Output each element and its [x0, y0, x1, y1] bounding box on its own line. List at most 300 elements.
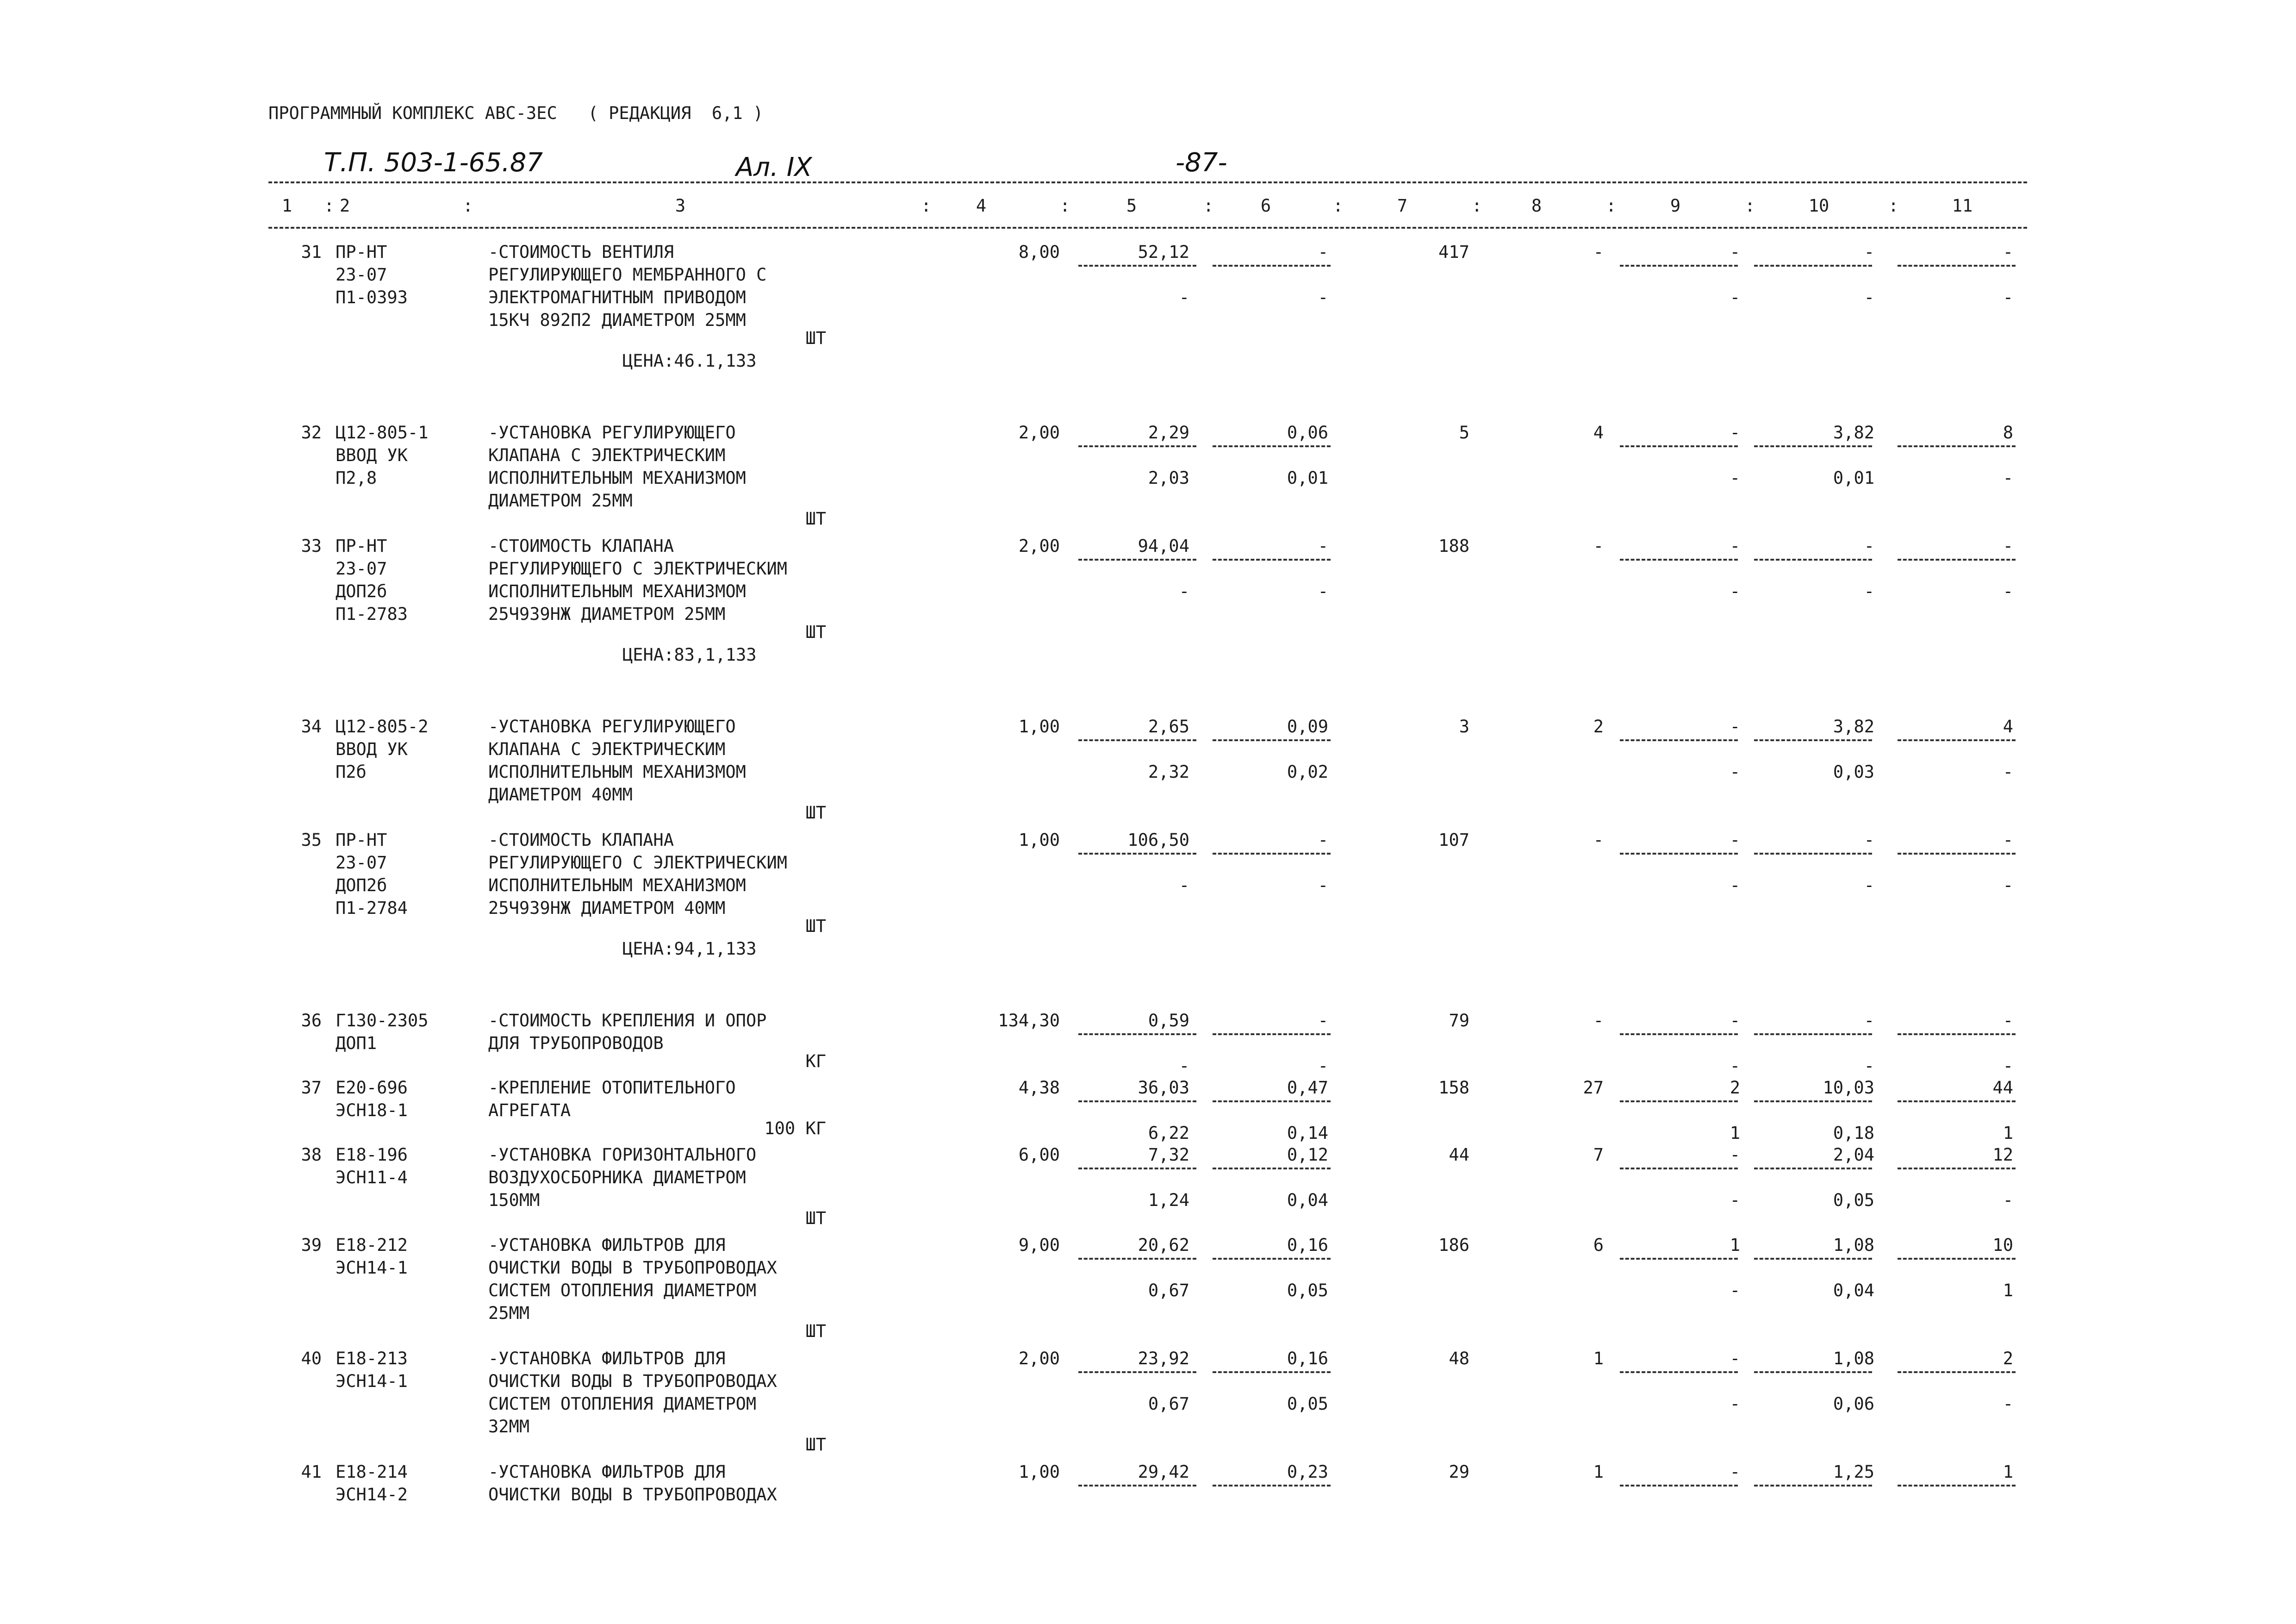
row-divider: [1898, 1100, 2016, 1102]
row-description: -УСТАНОВКА ФИЛЬТРОВ ДЛЯ: [488, 1462, 726, 1482]
row-divider: [1078, 1168, 1196, 1169]
row-col10: 10,03: [1823, 1078, 1874, 1098]
row-col5-sub: -: [1179, 581, 1189, 601]
row-col6: 0,06: [1287, 423, 1328, 443]
row-divider: [1898, 1485, 2016, 1487]
row-code: ДОП1: [336, 1033, 377, 1053]
row-quantity: 9,00: [1018, 1235, 1060, 1255]
row-col9: -: [1730, 1349, 1740, 1368]
row-description: -УСТАНОВКА ФИЛЬТРОВ ДЛЯ: [488, 1349, 726, 1368]
row-code: П1-2783: [336, 604, 408, 624]
row-divider: [1213, 739, 1331, 741]
row-col5: 106,50: [1127, 830, 1189, 850]
row-code: ПР-НТ: [336, 830, 387, 850]
column-number: 1: [281, 196, 292, 216]
row-col11-sub: -: [2003, 581, 2013, 601]
row-quantity: 2,00: [1018, 423, 1060, 443]
row-col5-sub: 2,03: [1148, 468, 1189, 488]
row-col5-sub: 2,32: [1148, 762, 1189, 782]
row-divider: [1213, 1033, 1331, 1035]
row-description: 32ММ: [488, 1417, 530, 1437]
row-divider: [1620, 1100, 1738, 1102]
row-unit: ШТ: [805, 1321, 826, 1341]
row-col7: 188: [1438, 536, 1469, 556]
row-col9-sub: -: [1730, 1056, 1740, 1076]
row-col5-sub: 0,67: [1148, 1394, 1189, 1414]
row-description: -УСТАНОВКА ФИЛЬТРОВ ДЛЯ: [488, 1235, 726, 1255]
row-description: РЕГУЛИРУЮЩЕГО МЕМБРАННОГО С: [488, 265, 767, 285]
row-divider: [1898, 1168, 2016, 1169]
row-col10: 3,82: [1833, 717, 1874, 737]
row-unit: 100 КГ: [764, 1118, 826, 1138]
row-code: ДОП2б: [336, 875, 387, 895]
row-number: 37: [301, 1078, 322, 1098]
row-col11-sub: -: [2003, 1190, 2013, 1210]
row-code: ЭСН14-1: [336, 1258, 408, 1278]
row-col6: 0,16: [1287, 1349, 1328, 1368]
row-divider: [1898, 853, 2016, 855]
row-col11-sub: -: [2003, 875, 2013, 895]
row-col8: 2: [1593, 717, 1604, 737]
column-separator: :: [921, 196, 932, 216]
column-separator: :: [463, 196, 473, 216]
row-col5-sub: 6,22: [1148, 1123, 1189, 1143]
column-separator: :: [1606, 196, 1617, 216]
row-col10: 2,04: [1833, 1145, 1874, 1165]
row-divider: [1078, 853, 1196, 855]
row-description: ИСПОЛНИТЕЛЬНЫМ МЕХАНИЗМОМ: [488, 762, 746, 782]
row-col11: -: [2003, 536, 2013, 556]
row-col9: 2: [1730, 1078, 1740, 1098]
row-col6: -: [1318, 1011, 1328, 1031]
row-col6: 0,12: [1287, 1145, 1328, 1165]
row-col9-sub: -: [1730, 875, 1740, 895]
row-col9-sub: -: [1730, 581, 1740, 601]
column-separator: :: [1203, 196, 1214, 216]
row-divider: [1620, 1485, 1738, 1487]
row-col8: 1: [1593, 1462, 1604, 1482]
row-quantity: 134,30: [998, 1011, 1060, 1031]
row-col10-sub: 0,18: [1833, 1123, 1874, 1143]
column-number: 2: [339, 196, 350, 216]
row-code: ЭСН18-1: [336, 1100, 408, 1120]
row-description: -СТОИМОСТЬ КЛАПАНА: [488, 830, 674, 850]
row-col10: -: [1864, 830, 1874, 850]
row-col7: 48: [1449, 1349, 1469, 1368]
row-description: КЛАПАНА С ЭЛЕКТРИЧЕСКИМ: [488, 739, 726, 759]
row-col9-sub: -: [1730, 287, 1740, 307]
row-number: 33: [301, 536, 322, 556]
row-divider: [1078, 1100, 1196, 1102]
row-col5: 29,42: [1138, 1462, 1189, 1482]
row-unit: ШТ: [805, 1435, 826, 1455]
row-col9: -: [1730, 830, 1740, 850]
row-col10-sub: -: [1864, 875, 1874, 895]
row-quantity: 2,00: [1018, 1349, 1060, 1368]
row-col6: 0,47: [1287, 1078, 1328, 1098]
row-col11-sub: -: [2003, 287, 2013, 307]
row-col7: 107: [1438, 830, 1469, 850]
row-number: 32: [301, 423, 322, 443]
row-code: П1-2784: [336, 898, 408, 918]
row-col5: 2,65: [1148, 717, 1189, 737]
row-col5-sub: -: [1179, 1056, 1189, 1076]
column-separator: :: [1472, 196, 1482, 216]
row-unit: ШТ: [805, 328, 826, 348]
row-code: ПР-НТ: [336, 242, 387, 262]
row-divider: [1620, 265, 1738, 267]
row-description: ОЧИСТКИ ВОДЫ В ТРУБОПРОВОДАХ: [488, 1258, 777, 1278]
row-divider: [1213, 265, 1331, 267]
row-divider: [1078, 1371, 1196, 1373]
row-col7: 158: [1438, 1078, 1469, 1098]
row-quantity: 6,00: [1018, 1145, 1060, 1165]
row-unit: ШТ: [805, 916, 826, 936]
row-code: ВВОД УК: [336, 739, 408, 759]
row-divider: [1754, 445, 1872, 447]
row-col10: 1,08: [1833, 1235, 1874, 1255]
row-col7: 3: [1459, 717, 1469, 737]
row-col11: 44: [1992, 1078, 2013, 1098]
row-col8: 6: [1593, 1235, 1604, 1255]
row-description: -УСТАНОВКА РЕГУЛИРУЮЩЕГО: [488, 423, 736, 443]
row-col5-sub: 0,67: [1148, 1280, 1189, 1300]
row-code: П2,8: [336, 468, 377, 488]
row-divider: [1898, 1033, 2016, 1035]
column-separator: :: [1060, 196, 1070, 216]
row-code: Е18-213: [336, 1349, 408, 1368]
row-quantity: 1,00: [1018, 830, 1060, 850]
row-description: ОЧИСТКИ ВОДЫ В ТРУБОПРОВОДАХ: [488, 1371, 777, 1391]
row-number: 36: [301, 1011, 322, 1031]
row-divider: [1898, 1258, 2016, 1260]
row-divider: [1213, 1100, 1331, 1102]
row-col6-sub: -: [1318, 875, 1328, 895]
row-col8: -: [1593, 242, 1604, 262]
row-col9: -: [1730, 717, 1740, 737]
row-divider: [1213, 1371, 1331, 1373]
row-description: РЕГУЛИРУЮЩЕГО С ЭЛЕКТРИЧЕСКИМ: [488, 559, 788, 579]
row-col11-sub: -: [2003, 468, 2013, 488]
row-col11: -: [2003, 830, 2013, 850]
row-divider: [1754, 1371, 1872, 1373]
row-divider: [1213, 445, 1331, 447]
row-description: 25Ч939НЖ ДИАМЕТРОМ 25ММ: [488, 604, 726, 624]
row-col7: 186: [1438, 1235, 1469, 1255]
row-col11-sub: -: [2003, 1056, 2013, 1076]
row-description: ИСПОЛНИТЕЛЬНЫМ МЕХАНИЗМОМ: [488, 581, 746, 601]
row-code: ЭСН14-2: [336, 1485, 408, 1505]
row-description: -СТОИМОСТЬ КЛАПАНА: [488, 536, 674, 556]
row-divider: [1754, 1258, 1872, 1260]
row-col7: 417: [1438, 242, 1469, 262]
row-col10-sub: 0,06: [1833, 1394, 1874, 1414]
row-col5: 23,92: [1138, 1349, 1189, 1368]
row-divider: [1620, 853, 1738, 855]
column-number: 7: [1397, 196, 1408, 216]
row-col11-sub: -: [2003, 762, 2013, 782]
row-description: ДИАМЕТРОМ 25ММ: [488, 491, 633, 511]
row-divider: [1754, 853, 1872, 855]
row-divider: [1898, 265, 2016, 267]
row-unit: ШТ: [805, 1208, 826, 1228]
row-col7: 79: [1449, 1011, 1469, 1031]
row-divider: [1213, 853, 1331, 855]
row-col5: 0,59: [1148, 1011, 1189, 1031]
row-divider: [1078, 739, 1196, 741]
row-price: ЦЕНА:46.1,133: [622, 351, 757, 371]
row-number: 39: [301, 1235, 322, 1255]
row-divider: [1754, 1168, 1872, 1169]
row-description: 25ММ: [488, 1303, 530, 1323]
row-col10-sub: 0,04: [1833, 1280, 1874, 1300]
row-col11: -: [2003, 1011, 2013, 1031]
row-divider: [1754, 559, 1872, 561]
row-col9-sub: -: [1730, 762, 1740, 782]
row-description: ОЧИСТКИ ВОДЫ В ТРУБОПРОВОДАХ: [488, 1485, 777, 1505]
row-col8: 7: [1593, 1145, 1604, 1165]
row-col9: -: [1730, 1145, 1740, 1165]
row-divider: [1078, 445, 1196, 447]
row-description: 150ММ: [488, 1190, 540, 1210]
row-code: ВВОД УК: [336, 445, 408, 465]
column-number: 9: [1670, 196, 1681, 216]
row-description: ЭЛЕКТРОМАГНИТНЫМ ПРИВОДОМ: [488, 287, 746, 307]
row-divider: [1078, 1485, 1196, 1487]
row-col11-sub: 1: [2003, 1123, 2013, 1143]
row-col6-sub: 0,05: [1287, 1394, 1328, 1414]
header-rule-bottom: [268, 227, 2027, 229]
column-number: 10: [1808, 196, 1829, 216]
row-col11: 1: [2003, 1462, 2013, 1482]
row-divider: [1898, 739, 2016, 741]
row-divider: [1620, 1258, 1738, 1260]
row-code: ПР-НТ: [336, 536, 387, 556]
column-separator: :: [1888, 196, 1899, 216]
row-quantity: 1,00: [1018, 717, 1060, 737]
column-separator: :: [1745, 196, 1755, 216]
row-description: АГРЕГАТА: [488, 1100, 571, 1120]
row-quantity: 4,38: [1018, 1078, 1060, 1098]
row-col8: 27: [1583, 1078, 1604, 1098]
row-code: Е18-196: [336, 1145, 408, 1165]
row-description: ИСПОЛНИТЕЛЬНЫМ МЕХАНИЗМОМ: [488, 875, 746, 895]
row-number: 38: [301, 1145, 322, 1165]
column-number: 6: [1260, 196, 1271, 216]
album-number: Ал. IX: [736, 152, 812, 182]
row-unit: ШТ: [805, 803, 826, 823]
row-col11: 12: [1992, 1145, 2013, 1165]
row-col8: 1: [1593, 1349, 1604, 1368]
row-col6-sub: 0,04: [1287, 1190, 1328, 1210]
row-number: 40: [301, 1349, 322, 1368]
row-code: ДОП2б: [336, 581, 387, 601]
row-description: ИСПОЛНИТЕЛЬНЫМ МЕХАНИЗМОМ: [488, 468, 746, 488]
row-col6: 0,09: [1287, 717, 1328, 737]
row-divider: [1078, 265, 1196, 267]
row-description: СИСТЕМ ОТОПЛЕНИЯ ДИАМЕТРОМ: [488, 1394, 757, 1414]
row-col10: 1,08: [1833, 1349, 1874, 1368]
column-number: 3: [675, 196, 686, 216]
row-col10: -: [1864, 536, 1874, 556]
row-col6: 0,16: [1287, 1235, 1328, 1255]
row-col10-sub: 0,01: [1833, 468, 1874, 488]
row-unit: ШТ: [805, 622, 826, 642]
row-col11-sub: 1: [2003, 1280, 2013, 1300]
row-description: ДИАМЕТРОМ 40ММ: [488, 785, 633, 805]
row-code: 23-07: [336, 265, 387, 285]
row-description: ДЛЯ ТРУБОПРОВОДОВ: [488, 1033, 664, 1053]
column-separator: :: [324, 196, 335, 216]
column-number: 8: [1531, 196, 1542, 216]
row-col5-sub: -: [1179, 875, 1189, 895]
row-col11: -: [2003, 242, 2013, 262]
row-col9: 1: [1730, 1235, 1740, 1255]
row-col5: 52,12: [1138, 242, 1189, 262]
row-number: 41: [301, 1462, 322, 1482]
row-col9-sub: -: [1730, 1280, 1740, 1300]
row-description: КЛАПАНА С ЭЛЕКТРИЧЕСКИМ: [488, 445, 726, 465]
header-rule-top: [268, 181, 2027, 183]
row-description: СИСТЕМ ОТОПЛЕНИЯ ДИАМЕТРОМ: [488, 1280, 757, 1300]
row-price: ЦЕНА:94,1,133: [622, 939, 757, 959]
row-code: ЭСН11-4: [336, 1168, 408, 1187]
row-quantity: 1,00: [1018, 1462, 1060, 1482]
row-col6-sub: -: [1318, 287, 1328, 307]
row-col5: 2,29: [1148, 423, 1189, 443]
row-col6-sub: 0,01: [1287, 468, 1328, 488]
row-col8: -: [1593, 830, 1604, 850]
row-col5: 94,04: [1138, 536, 1189, 556]
row-code: Е20-696: [336, 1078, 408, 1098]
row-col10: 1,25: [1833, 1462, 1874, 1482]
column-number: 4: [976, 196, 987, 216]
row-divider: [1754, 1485, 1872, 1487]
row-col9-sub: -: [1730, 1190, 1740, 1210]
row-code: Е18-214: [336, 1462, 408, 1482]
row-col9: -: [1730, 423, 1740, 443]
row-description: -СТОИМОСТЬ КРЕПЛЕНИЯ И ОПОР: [488, 1011, 767, 1031]
row-col9-sub: 1: [1730, 1123, 1740, 1143]
row-description: -КРЕПЛЕНИЕ ОТОПИТЕЛЬНОГО: [488, 1078, 736, 1098]
row-divider: [1620, 1033, 1738, 1035]
row-quantity: 8,00: [1018, 242, 1060, 262]
row-divider: [1754, 1100, 1872, 1102]
row-col5-sub: 1,24: [1148, 1190, 1189, 1210]
row-col6: -: [1318, 536, 1328, 556]
row-col5: 7,32: [1148, 1145, 1189, 1165]
row-description: РЕГУЛИРУЮЩЕГО С ЭЛЕКТРИЧЕСКИМ: [488, 853, 788, 873]
row-quantity: 2,00: [1018, 536, 1060, 556]
document-code: Т.П. 503-1-65.87: [324, 148, 543, 178]
row-code: Е18-212: [336, 1235, 408, 1255]
row-number: 31: [301, 242, 322, 262]
row-divider: [1620, 1168, 1738, 1169]
row-divider: [1213, 1258, 1331, 1260]
page-number: -87-: [1176, 148, 1227, 178]
row-description: -СТОИМОСТЬ ВЕНТИЛЯ: [488, 242, 674, 262]
row-col10: -: [1864, 1011, 1874, 1031]
column-separator: :: [1333, 196, 1344, 216]
row-col6: 0,23: [1287, 1462, 1328, 1482]
row-divider: [1620, 1371, 1738, 1373]
row-col10: -: [1864, 242, 1874, 262]
row-unit: КГ: [805, 1051, 826, 1071]
row-divider: [1754, 1033, 1872, 1035]
row-code: П2б: [336, 762, 367, 782]
row-col10-sub: -: [1864, 287, 1874, 307]
row-number: 35: [301, 830, 322, 850]
row-divider: [1213, 559, 1331, 561]
row-col11: 10: [1992, 1235, 2013, 1255]
row-col7: 29: [1449, 1462, 1469, 1482]
row-col10-sub: 0,03: [1833, 762, 1874, 782]
row-description: -УСТАНОВКА ГОРИЗОНТАЛЬНОГО: [488, 1145, 757, 1165]
row-price: ЦЕНА:83,1,133: [622, 645, 757, 665]
row-col6-sub: 0,14: [1287, 1123, 1328, 1143]
row-col5: 20,62: [1138, 1235, 1189, 1255]
row-col6: -: [1318, 830, 1328, 850]
row-col11-sub: -: [2003, 1394, 2013, 1414]
row-col8: -: [1593, 536, 1604, 556]
row-col8: -: [1593, 1011, 1604, 1031]
row-divider: [1078, 1033, 1196, 1035]
row-col10-sub: -: [1864, 1056, 1874, 1076]
row-divider: [1620, 559, 1738, 561]
row-col8: 4: [1593, 423, 1604, 443]
row-col6-sub: 0,05: [1287, 1280, 1328, 1300]
row-divider: [1213, 1168, 1331, 1169]
row-col6-sub: -: [1318, 581, 1328, 601]
row-description: 25Ч939НЖ ДИАМЕТРОМ 40ММ: [488, 898, 726, 918]
row-unit: ШТ: [805, 509, 826, 529]
row-col10: 3,82: [1833, 423, 1874, 443]
row-col9: -: [1730, 242, 1740, 262]
row-col10-sub: -: [1864, 581, 1874, 601]
row-col7: 44: [1449, 1145, 1469, 1165]
row-code: ЭСН14-1: [336, 1371, 408, 1391]
row-col9: -: [1730, 536, 1740, 556]
row-description: 15КЧ 892П2 ДИАМЕТРОМ 25ММ: [488, 310, 746, 330]
row-col11: 2: [2003, 1349, 2013, 1368]
row-divider: [1898, 559, 2016, 561]
row-col6: -: [1318, 242, 1328, 262]
row-col6-sub: 0,02: [1287, 762, 1328, 782]
row-col7: 5: [1459, 423, 1469, 443]
row-col9: -: [1730, 1462, 1740, 1482]
row-col10-sub: 0,05: [1833, 1190, 1874, 1210]
row-divider: [1078, 559, 1196, 561]
row-description: ВОЗДУХОСБОРНИКА ДИАМЕТРОМ: [488, 1168, 746, 1187]
row-col11: 8: [2003, 423, 2013, 443]
column-number: 11: [1952, 196, 1973, 216]
row-code: Г130-2305: [336, 1011, 429, 1031]
row-col9: -: [1730, 1011, 1740, 1031]
row-divider: [1898, 445, 2016, 447]
program-header: ПРОГРАММНЫЙ КОМПЛЕКС АВС-3ЕС ( РЕДАКЦИЯ 6,1 ): [268, 103, 764, 123]
row-code: Ц12-805-1: [336, 423, 429, 443]
row-col5: 36,03: [1138, 1078, 1189, 1098]
row-divider: [1213, 1485, 1331, 1487]
row-col5-sub: -: [1179, 287, 1189, 307]
row-divider: [1898, 1371, 2016, 1373]
row-col6-sub: -: [1318, 1056, 1328, 1076]
row-number: 34: [301, 717, 322, 737]
row-code: П1-0393: [336, 287, 408, 307]
row-code: 23-07: [336, 559, 387, 579]
row-col11: 4: [2003, 717, 2013, 737]
row-divider: [1754, 265, 1872, 267]
